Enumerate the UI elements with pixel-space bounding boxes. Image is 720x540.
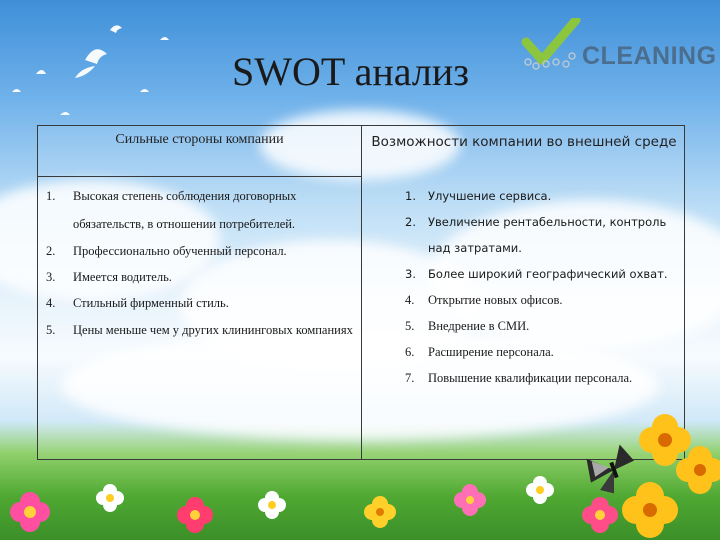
checkmark-icon: [526, 20, 576, 60]
item-text: Более широкий географический охват.: [428, 267, 668, 281]
item-text: Имеется водитель.: [73, 270, 172, 284]
item-number: 1.: [405, 189, 416, 203]
strengths-list: [38, 182, 361, 344]
strengths-heading: Сильные стороны компании: [115, 132, 284, 147]
list-item: [401, 339, 691, 365]
item-text: Цены меньше чем у других клининговых компаниях: [73, 323, 353, 337]
item-number: 4.: [46, 296, 56, 310]
list-item: [38, 316, 361, 344]
swot-table: [37, 125, 685, 460]
item-text: Внедрение в СМИ.: [428, 319, 530, 333]
list-item: [38, 264, 361, 290]
item-text: Улучшение сервиса.: [428, 189, 552, 203]
opportunities-heading: Возможности компании во внешней среде: [371, 134, 677, 150]
item-number: 1.: [46, 189, 56, 203]
item-text: Повышение квалификации персонала.: [428, 371, 633, 385]
item-text: Расширение персонала.: [428, 345, 554, 359]
item-number: 5.: [405, 319, 415, 333]
list-item: [38, 290, 361, 316]
list-item: [401, 287, 691, 313]
opportunities-list: [401, 183, 691, 391]
list-item: [38, 182, 361, 238]
item-text: Открытие новых офисов.: [428, 293, 563, 307]
list-item: [401, 313, 691, 339]
list-item: [401, 183, 691, 209]
item-number: 2.: [405, 215, 416, 229]
item-number: 2.: [46, 244, 56, 258]
item-text: Высокая степень соблюдения договорных обязательств, в отношении потребителей.: [73, 189, 297, 231]
logo-text: CLEANING: [582, 42, 717, 70]
item-text: Увеличение рентабельности, контроль над затратами.: [428, 215, 667, 255]
item-text: Профессионально обученный персонал.: [73, 244, 287, 258]
item-text: Стильный фирменный стиль.: [73, 296, 229, 310]
list-item: [401, 261, 691, 287]
item-number: 4.: [405, 293, 415, 307]
item-number: 3.: [46, 270, 56, 284]
item-number: 5.: [46, 323, 56, 337]
item-number: 7.: [405, 371, 415, 385]
header-divider: [38, 176, 361, 177]
list-item: [38, 238, 361, 264]
doves-illustration: [0, 0, 200, 130]
slide-title: SWOT анализ: [232, 49, 470, 94]
item-number: 3.: [405, 267, 416, 281]
list-item: [401, 365, 691, 391]
list-item: [401, 209, 691, 261]
column-divider: [361, 126, 362, 459]
item-number: 6.: [405, 345, 415, 359]
